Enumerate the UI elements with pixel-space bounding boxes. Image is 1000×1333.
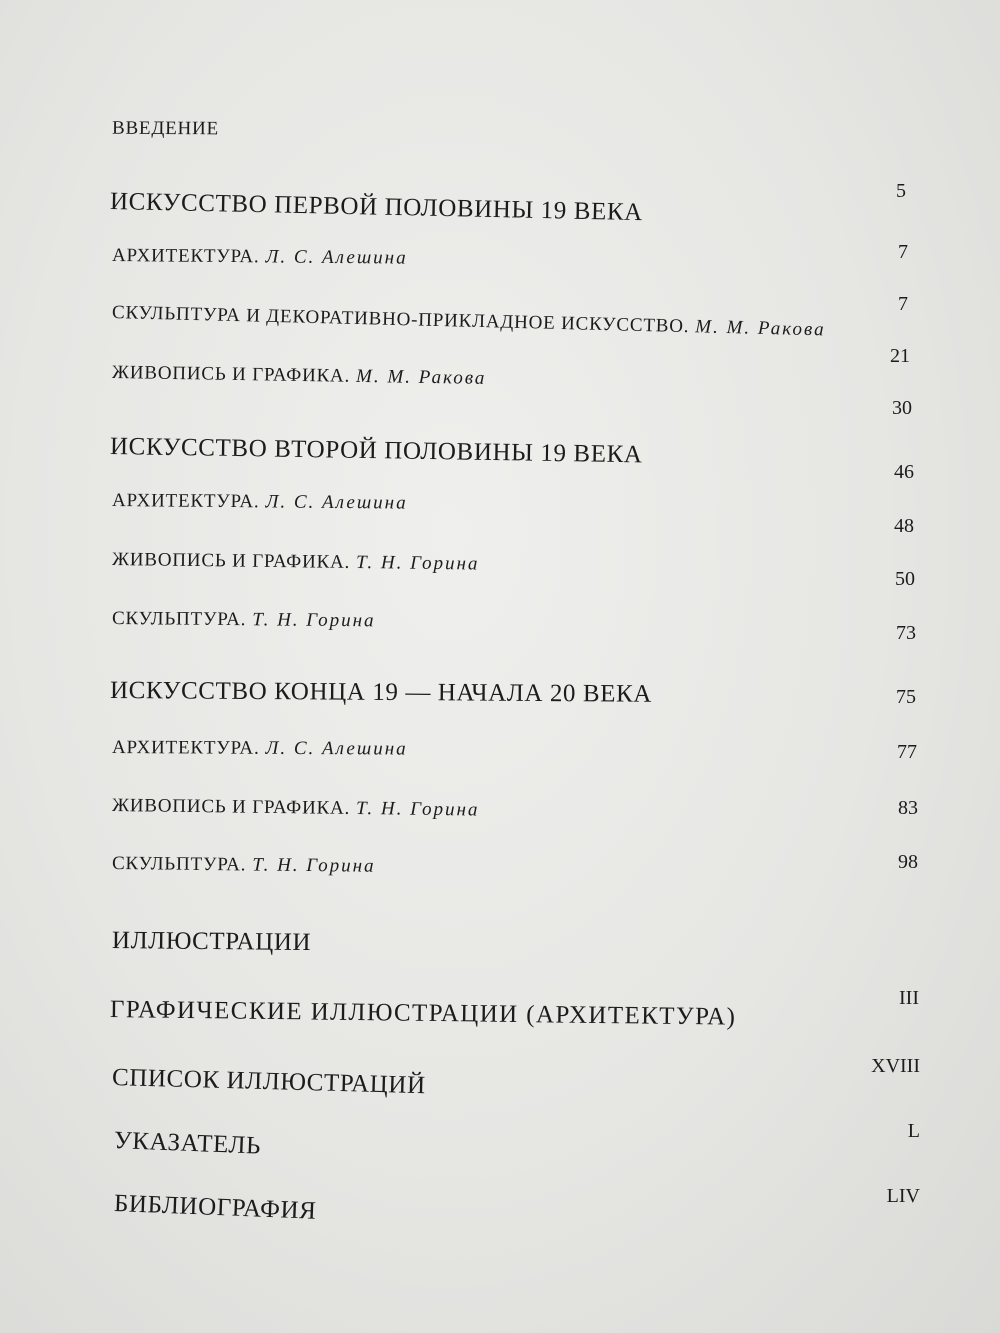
- page-number: 48: [894, 515, 914, 537]
- part2-title: ИСКУССТВО ВТОРОЙ ПОЛОВИНЫ 19 ВЕКА: [109, 433, 643, 469]
- part1-architecture-entry: [112, 245, 408, 270]
- page-number: 5: [896, 180, 906, 202]
- entry-label: СКУЛЬПТУРА.: [111, 853, 247, 876]
- page-number: 7: [898, 241, 908, 263]
- index-heading: УКАЗАТЕЛЬ: [113, 1127, 262, 1160]
- page-number: 77: [897, 741, 917, 763]
- entry-author: Т. Н. Горина: [252, 854, 376, 877]
- entry-author: Т. Н. Горина: [252, 609, 376, 632]
- part2-sculpture-entry: [112, 608, 376, 632]
- page-number: LIV: [886, 1185, 920, 1207]
- entry-label: АРХИТЕКТУРА.: [111, 245, 260, 268]
- illustrations-heading: ИЛЛЮСТРАЦИИ: [111, 927, 312, 957]
- entry-label: СКУЛЬПТУРА.: [111, 608, 247, 631]
- part3-sculpture-entry: [112, 853, 376, 878]
- part3-architecture-entry: [112, 737, 408, 761]
- part2-painting-entry: [112, 549, 480, 575]
- page-number: 83: [898, 797, 918, 819]
- part1-sculpture-entry: [112, 302, 826, 341]
- entry-label: ЖИВОПИСЬ И ГРАФИКА.: [111, 362, 351, 387]
- page-number: 50: [895, 568, 915, 590]
- page-number: 75: [896, 686, 916, 708]
- part3-painting-entry: [112, 795, 480, 821]
- entry-label: АРХИТЕКТУРА.: [111, 737, 260, 759]
- entry-author: Л. С. Алешина: [265, 491, 408, 514]
- list-illustrations-heading: СПИСОК ИЛЛЮСТРАЦИЙ: [111, 1064, 427, 1100]
- page-number: 46: [894, 461, 914, 483]
- page-number: XVIII: [871, 1055, 920, 1077]
- page-number: 30: [892, 397, 912, 419]
- graphic-illustrations-heading: ГРАФИЧЕСКИЕ ИЛЛЮСТРАЦИИ (АРХИТЕКТУРА): [109, 996, 737, 1031]
- page-number: 21: [890, 345, 910, 367]
- page-number: L: [907, 1120, 920, 1142]
- page-number: 7: [898, 293, 908, 315]
- part2-architecture-entry: [112, 490, 408, 515]
- entry-author: Т. Н. Горина: [355, 551, 480, 575]
- part1-painting-entry: [112, 362, 487, 390]
- bibliography-heading: БИБЛИОГРАФИЯ: [113, 1190, 317, 1225]
- entry-author: Л. С. Алешина: [265, 737, 408, 760]
- entry-label: СКУЛЬПТУРА И ДЕКОРАТИВНО-ПРИКЛАДНОЕ ИСКУССТВО.: [111, 302, 690, 338]
- entry-author: Л. С. Алешина: [265, 246, 408, 269]
- intro-heading: ВВЕДЕНИЕ: [111, 117, 220, 140]
- entry-label: АРХИТЕКТУРА.: [111, 490, 260, 513]
- part3-title: ИСКУССТВО КОНЦА 19 — НАЧАЛА 20 ВЕКА: [109, 677, 653, 708]
- page-number: III: [899, 987, 919, 1009]
- entry-author: Т. Н. Горина: [355, 797, 480, 821]
- page-number: 73: [896, 622, 916, 644]
- part1-title: ИСКУССТВО ПЕРВОЙ ПОЛОВИНЫ 19 ВЕКА: [109, 188, 644, 227]
- page-number: 98: [898, 851, 918, 873]
- entry-label: ЖИВОПИСЬ И ГРАФИКА.: [111, 549, 351, 573]
- entry-label: ЖИВОПИСЬ И ГРАФИКА.: [111, 795, 351, 819]
- entry-author: М. М. Ракова: [355, 365, 487, 389]
- entry-author: М. М. Ракова: [695, 316, 826, 341]
